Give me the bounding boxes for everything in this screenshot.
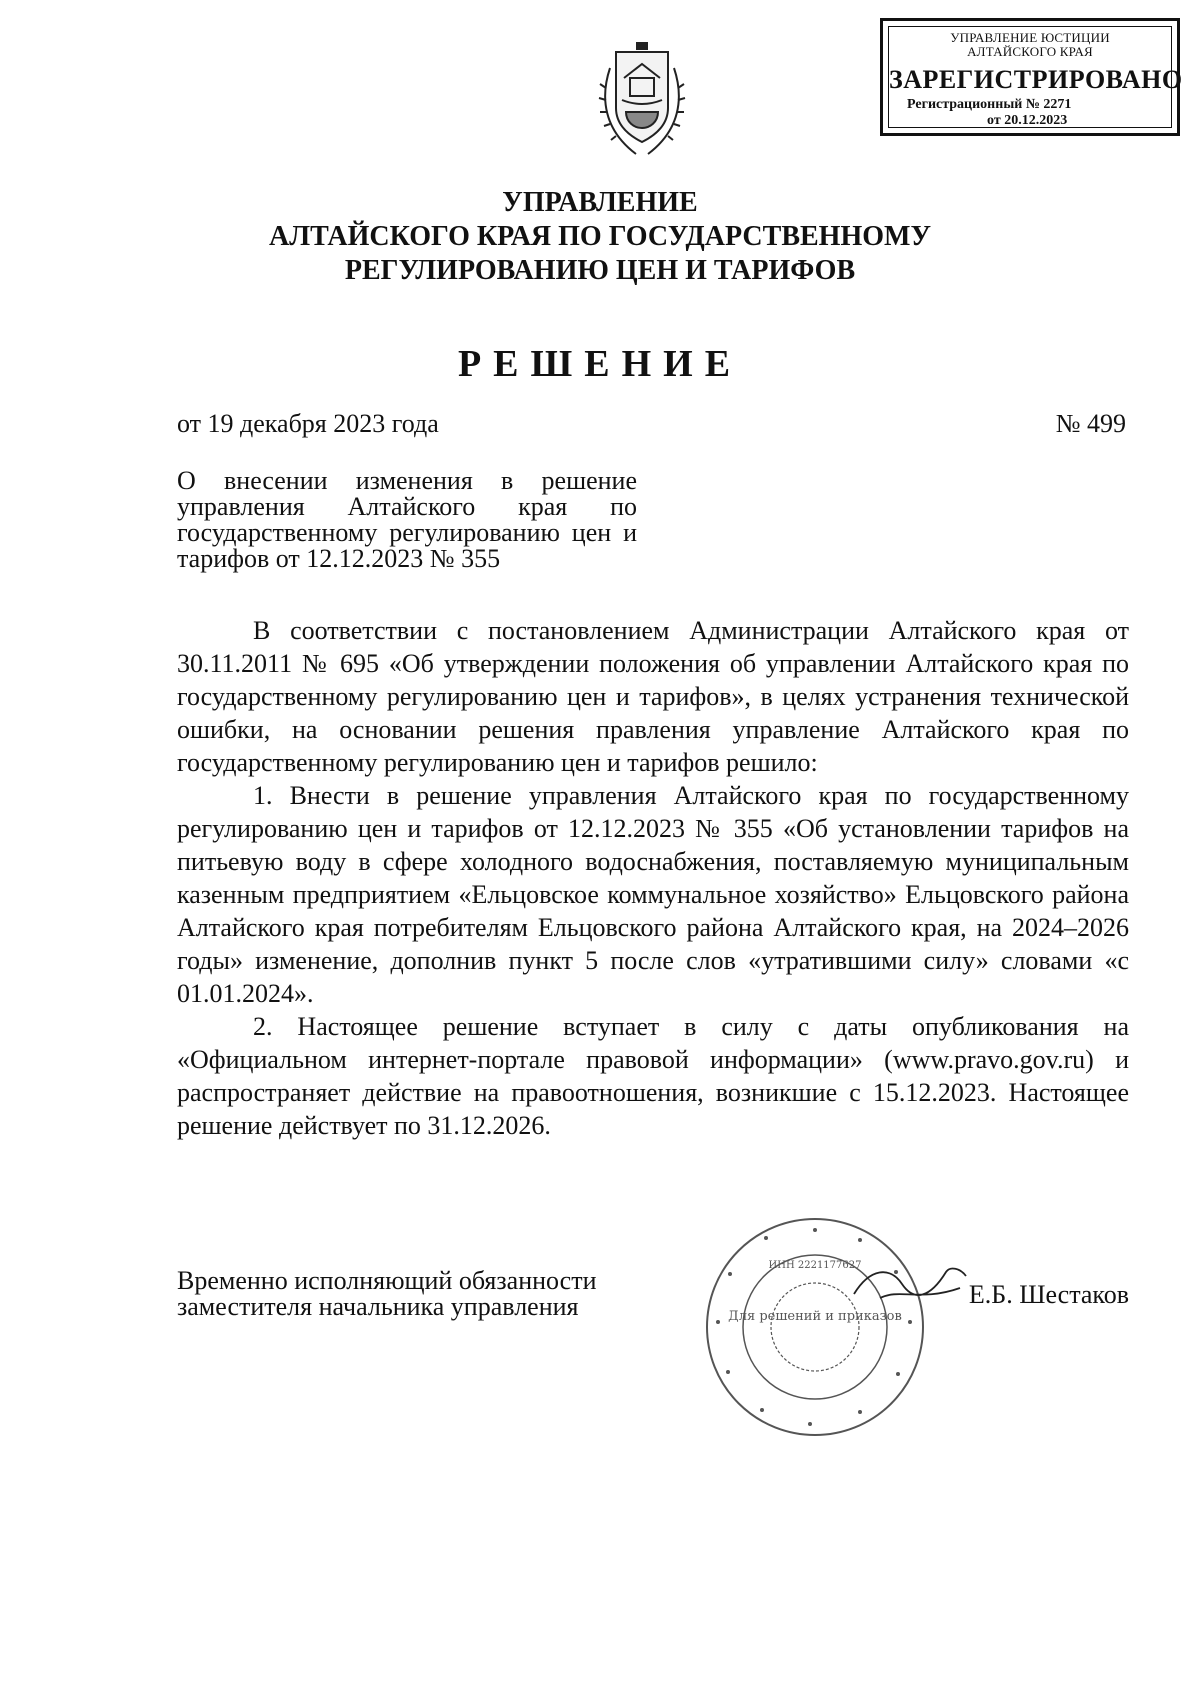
document-number: № 499 [1055, 409, 1126, 438]
signer-title [177, 1268, 597, 1320]
document-type: РЕШЕНИЕ [457, 343, 743, 385]
official-seal [700, 1212, 930, 1442]
registration-status: ЗАРЕГИСТРИРОВАНО [889, 65, 1183, 94]
document-body [177, 614, 1129, 1142]
document-date: от 19 декабря 2023 года [177, 409, 439, 438]
coat-of-arms-icon [596, 38, 688, 162]
signer-title-line-1: Временно исполняющий обязанности [177, 1266, 597, 1295]
registration-stamp-inner [888, 26, 1183, 128]
body-paragraph-item-2: 2. Настоящее решение вступает в силу с даты опубликования на «Официальном интернет-портале правовой информации» (www.pravo.gov.ru) и распространяет действие на правоотношения, возникшие с 15.12.2023. Настоящее решение действует по 31.12.2026. [177, 1012, 1129, 1140]
registration-stamp [880, 18, 1183, 136]
signer-name: Е.Б. Шестаков [968, 1280, 1129, 1309]
registration-number: Регистрационный № 2271 [907, 97, 1072, 112]
body-paragraph-item-1: 1. Внести в решение управления Алтайского края по государственному регулированию цен и тарифов от 12.12.2023 № 355 «Об установлении тарифов на питьевую воду в сфере холодного водоснабжения, поставляемую муниципальным казенным предприятием «Ельцовское коммунальное хозяйство» Ельцовского района Алтайского края потребителям Ельцовского района Алтайского края, на 2024–2026 годы» изменение, дополнив пункт 5 после слов «утратившими силу» словами «с 01.01.2024». [177, 781, 1129, 1008]
signer-title-line-2: заместителя начальника управления [177, 1292, 579, 1321]
seal-center-text: Для решений и приказов [728, 1309, 902, 1324]
heading-line-1: УПРАВЛЕНИЕ [502, 187, 698, 218]
document-subject: О внесении изменения в решение управления Алтайского края по государственному регулированию цен и тарифов от 12.12.2023 № 355 [177, 466, 637, 573]
handwritten-signature [850, 1258, 970, 1308]
registration-authority: УПРАВЛЕНИЕ ЮСТИЦИИ АЛТАЙСКОГО КРАЯ [950, 30, 1110, 59]
registration-date: от 20.12.2023 [987, 113, 1068, 128]
heading-line-2: АЛТАЙСКОГО КРАЯ ПО ГОСУДАРСТВЕННОМУ [269, 221, 931, 252]
issuer-heading [200, 186, 1000, 288]
heading-line-3: РЕГУЛИРОВАНИЮ ЦЕН И ТАРИФОВ [344, 255, 856, 286]
body-paragraph-preamble: В соответствии с постановлением Администрации Алтайского края от 30.11.2011 № 695 «Об утверждении положения об управлении Алтайского края по государственному регулированию цен и тарифов», в целях устранения технической ошибки, на основании решения правления управление Алтайского края по государственному регулированию цен и тарифов решило: [177, 616, 1129, 777]
seal-inn-text: ИНН 2221177627 [768, 1260, 862, 1271]
